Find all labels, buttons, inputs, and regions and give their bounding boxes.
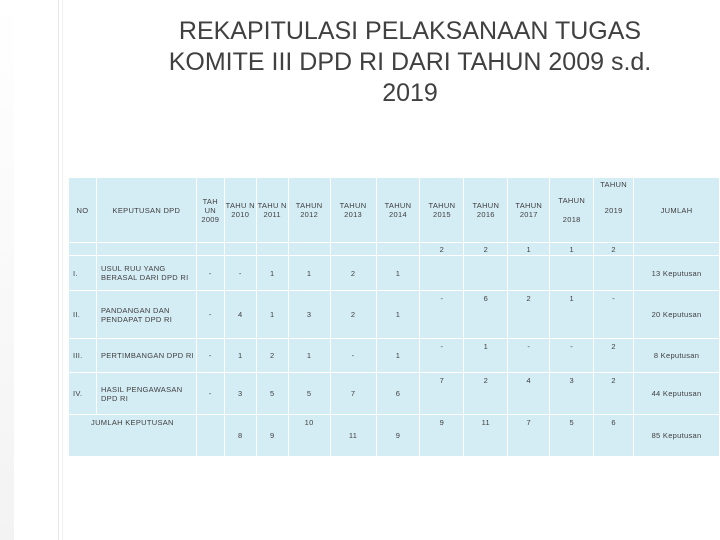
cell-2011: 5 — [256, 373, 288, 415]
header-2015: TAHUN 2015 — [420, 178, 464, 243]
cell-2015: 7 — [420, 373, 464, 415]
title-line-1: REKAPITULASI PELAKSANAAN TUGAS — [178, 17, 642, 45]
cell-2013: - — [330, 339, 376, 373]
cell-2014: 1 — [376, 339, 420, 373]
cell-jumlah: 44 Keputusan — [634, 373, 720, 415]
header-jumlah: JUMLAH — [634, 178, 720, 243]
sub-empty — [224, 243, 256, 256]
cell-jumlah: 20 Keputusan — [634, 291, 720, 339]
sub-value: 1 — [508, 243, 550, 256]
left-accent-bar — [0, 0, 14, 540]
cell-2016: 1 — [464, 339, 508, 373]
cell-2012: 5 — [288, 373, 330, 415]
total-2014: 9 — [376, 415, 420, 457]
cell-2010: 4 — [224, 291, 256, 339]
total-row — [69, 415, 720, 457]
cell-2019: 2 — [594, 339, 634, 373]
left-divider-line-thin — [62, 0, 63, 540]
total-2009 — [196, 415, 224, 457]
cell-2018: - — [550, 339, 594, 373]
left-divider-line — [58, 0, 59, 540]
cell-2019: - — [594, 291, 634, 339]
cell-2014: 1 — [376, 291, 420, 339]
header-2019-label: 2019 — [604, 205, 623, 215]
header-2009: TAH UN 2009 — [196, 178, 224, 243]
cell-2009: - — [196, 256, 224, 291]
cell-jumlah: 8 Keputusan — [634, 339, 720, 373]
cell-2015: - — [420, 291, 464, 339]
cell-2009: - — [196, 373, 224, 415]
cell-2017: 2 — [508, 291, 550, 339]
table-row — [69, 339, 720, 373]
title-line-2: KOMITE III DPD RI DARI TAHUN 2009 s.d. — [168, 48, 652, 76]
sub-empty — [634, 243, 720, 256]
row-no: III. — [69, 339, 97, 373]
cell-2010: 3 — [224, 373, 256, 415]
cell-2018 — [550, 256, 594, 291]
sub-empty — [96, 243, 196, 256]
total-2010: 8 — [224, 415, 256, 457]
cell-2010: 1 — [224, 339, 256, 373]
title-line-3: 2019 — [382, 79, 438, 107]
sub-value: 2 — [594, 243, 634, 256]
cell-jumlah: 13 Keputusan — [634, 256, 720, 291]
total-2016: 11 — [464, 415, 508, 457]
row-keputusan: PANDANGAN DAN PENDAPAT DPD RI — [96, 291, 196, 339]
cell-2009: - — [196, 291, 224, 339]
header-2012: TAHUN 2012 — [288, 178, 330, 243]
total-label: JUMLAH KEPUTUSAN — [69, 415, 197, 457]
cell-2013: 7 — [330, 373, 376, 415]
table-row — [69, 256, 720, 291]
sub-empty — [196, 243, 224, 256]
total-2011: 9 — [256, 415, 288, 457]
header-2018-bottom: 2018 — [562, 215, 581, 224]
total-2017: 7 — [508, 415, 550, 457]
row-keputusan: PERTIMBANGAN DPD RI — [96, 339, 196, 373]
cell-2017: - — [508, 339, 550, 373]
slide-title — [110, 16, 710, 109]
row-keputusan: USUL RUU YANG BERASAL DARI DPD RI — [96, 256, 196, 291]
cell-2016: 2 — [464, 373, 508, 415]
table-row — [69, 373, 720, 415]
sub-empty — [330, 243, 376, 256]
cell-2016 — [464, 256, 508, 291]
cell-2012: 1 — [288, 339, 330, 373]
sub-empty — [376, 243, 420, 256]
sub-empty — [256, 243, 288, 256]
header-row — [69, 178, 720, 243]
cell-2012: 1 — [288, 256, 330, 291]
header-2017: TAHUN 2017 — [508, 178, 550, 243]
total-jumlah: 85 Keputusan — [634, 415, 720, 457]
row-no: II. — [69, 291, 97, 339]
cell-2017: 4 — [508, 373, 550, 415]
cell-2015: - — [420, 339, 464, 373]
row-keputusan: HASIL PENGAWASAN DPD RI — [96, 373, 196, 415]
total-2013: 11 — [330, 415, 376, 457]
cell-2010: - — [224, 256, 256, 291]
cell-2014: 6 — [376, 373, 420, 415]
header-2018 — [550, 178, 594, 243]
cell-2011: 1 — [256, 256, 288, 291]
cell-2018: 1 — [550, 291, 594, 339]
total-2018: 5 — [550, 415, 594, 457]
header-2013: TAHUN 2013 — [330, 178, 376, 243]
cell-2015 — [420, 256, 464, 291]
sub-empty — [69, 243, 97, 256]
total-2015: 9 — [420, 415, 464, 457]
table-row — [69, 291, 720, 339]
cell-2013: 2 — [330, 291, 376, 339]
cell-2019: 2 — [594, 373, 634, 415]
row-no: I. — [69, 256, 97, 291]
header-2019 — [594, 178, 634, 243]
total-2012: 10 — [288, 415, 330, 457]
header-2010: TAHU N 2010 — [224, 178, 256, 243]
header-keputusan: KEPUTUSAN DPD — [96, 178, 196, 243]
sub-value: 2 — [464, 243, 508, 256]
header-2018-top: TAHUN — [558, 196, 586, 205]
header-no: NO — [69, 178, 97, 243]
cell-2013: 2 — [330, 256, 376, 291]
sub-value: 2 — [420, 243, 464, 256]
cell-2011: 2 — [256, 339, 288, 373]
cell-2017 — [508, 256, 550, 291]
header-2016: TAHUN 2016 — [464, 178, 508, 243]
cell-2014: 1 — [376, 256, 420, 291]
total-2019: 6 — [594, 415, 634, 457]
sub-empty — [288, 243, 330, 256]
cell-2011: 1 — [256, 291, 288, 339]
recap-table — [68, 177, 720, 457]
header-2011: TAHU N 2011 — [256, 178, 288, 243]
sub-value: 1 — [550, 243, 594, 256]
header-top-label: TAHUN — [600, 180, 627, 189]
sub-header-row — [69, 243, 720, 256]
cell-2009: - — [196, 339, 224, 373]
cell-2016: 6 — [464, 291, 508, 339]
cell-2018: 3 — [550, 373, 594, 415]
cell-2012: 3 — [288, 291, 330, 339]
cell-2019 — [594, 256, 634, 291]
row-no: IV. — [69, 373, 97, 415]
header-2014: TAHUN 2014 — [376, 178, 420, 243]
